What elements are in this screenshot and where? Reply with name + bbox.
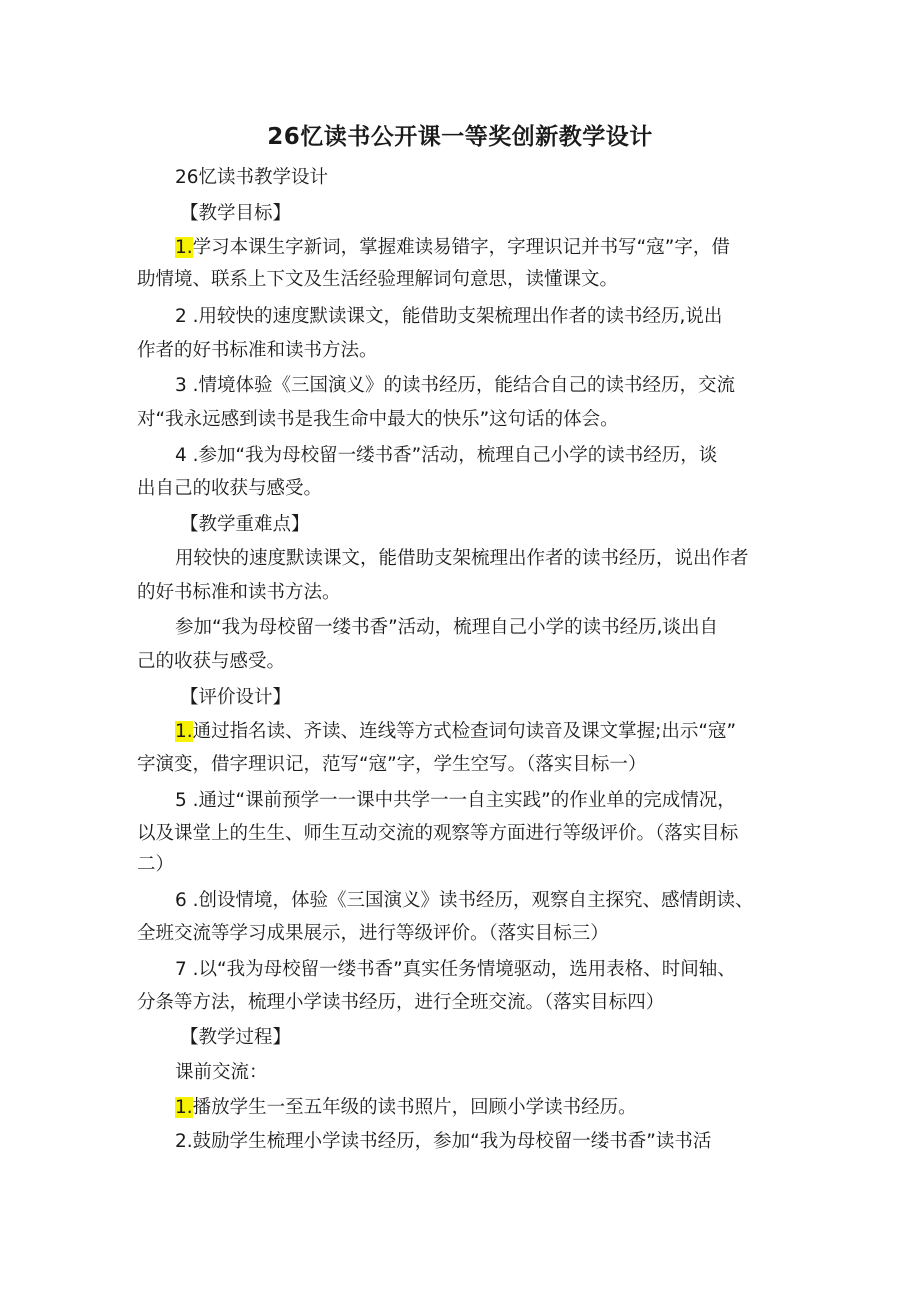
eval-5-line-1: 5 .通过“课前预学一一课中共学一一自主实践”的作业单的完成情况， <box>175 790 736 811</box>
goal-4-line-2: 出自己的收获与感受。 <box>137 478 323 499</box>
goal-3-line-2: 对“我永远感到读书是我生命中最大的快乐”这句话的体会。 <box>137 409 619 430</box>
goal-2-line-2: 作者的好书标准和读书方法。 <box>137 340 378 361</box>
eval-1-line-1 <box>175 720 736 744</box>
process-2-line: 2.鼓励学生梳理小学读书经历，参加“我为母校留一缕书香”读书活 <box>175 1131 712 1152</box>
eval-1-text: 通过指名读、齐读、连线等方式检查词句读音及课文掌握;出示“寇” <box>192 721 737 742</box>
highlighted-number: 1. <box>175 237 193 258</box>
section-heading-goals: 【教学目标】 <box>180 203 292 224</box>
eval-5-line-3: 二） <box>137 854 175 875</box>
key-point-2-line-1: 参加“我为母校留一缕书香”活动，梳理自己小学的读书经历,谈出自 <box>175 617 719 638</box>
pre-class-label: 课前交流： <box>175 1062 268 1083</box>
goal-1-line-1 <box>175 236 730 260</box>
document-title: 26忆读书公开课一等奖创新教学设计 <box>267 124 653 150</box>
eval-7-line-1: 7 .以“我为母校留一缕书香”真实任务情境驱动，选用表格、时间轴、 <box>175 959 736 980</box>
process-1-text: 播放学生一至五年级的读书照片，回顾小学读书经历。 <box>192 1097 637 1118</box>
goal-2-line-1: 2 .用较快的速度默读课文，能借助支架梳理出作者的读书经历,说出 <box>175 306 723 327</box>
eval-6-line-1: 6 .创设情境，体验《三国演义》读书经历，观察自主探究、感情朗读、 <box>175 890 754 911</box>
eval-6-line-2: 全班交流等学习成果展示，进行等级评价。（落实目标三） <box>137 923 609 944</box>
key-point-1-line-1: 用较快的速度默读课文，能借助支架梳理出作者的读书经历，说出作者 <box>175 548 749 569</box>
key-point-1-line-2: 的好书标准和读书方法。 <box>137 582 341 603</box>
eval-1-line-2: 字演变，借字理识记，范写“寇”字，学生空写。（落实目标一） <box>137 754 647 775</box>
section-heading-key-points: 【教学重难点】 <box>180 514 310 535</box>
section-heading-evaluation: 【评价设计】 <box>180 687 292 708</box>
key-point-2-line-2: 己的收获与感受。 <box>137 651 286 672</box>
process-1-line <box>175 1096 637 1120</box>
highlighted-number: 1. <box>175 1097 193 1118</box>
goal-4-line-1: 4 .参加“我为母校留一缕书香”活动，梳理自己小学的读书经历，谈 <box>175 445 718 466</box>
highlighted-number: 1. <box>175 721 193 742</box>
goal-1-line-2: 助情境、联系上下文及生活经验理解词句意思，读懂课文。 <box>137 269 619 290</box>
eval-5-line-2: 以及课堂上的生生、师生互动交流的观察等方面进行等级评价。（落实目标 <box>137 823 739 844</box>
goal-1-text: 学习本课生字新词，掌握难读易错字，字理识记并书写“寇”字，借 <box>192 237 730 258</box>
eval-7-line-2: 分条等方法，梳理小学读书经历，进行全班交流。（落实目标四） <box>137 992 665 1013</box>
section-heading-process: 【教学过程】 <box>180 1027 292 1048</box>
document-subtitle: 26忆读书教学设计 <box>175 167 329 188</box>
goal-3-line-1: 3 .情境体验《三国演义》的读书经历，能结合自己的读书经历，交流 <box>175 375 736 396</box>
